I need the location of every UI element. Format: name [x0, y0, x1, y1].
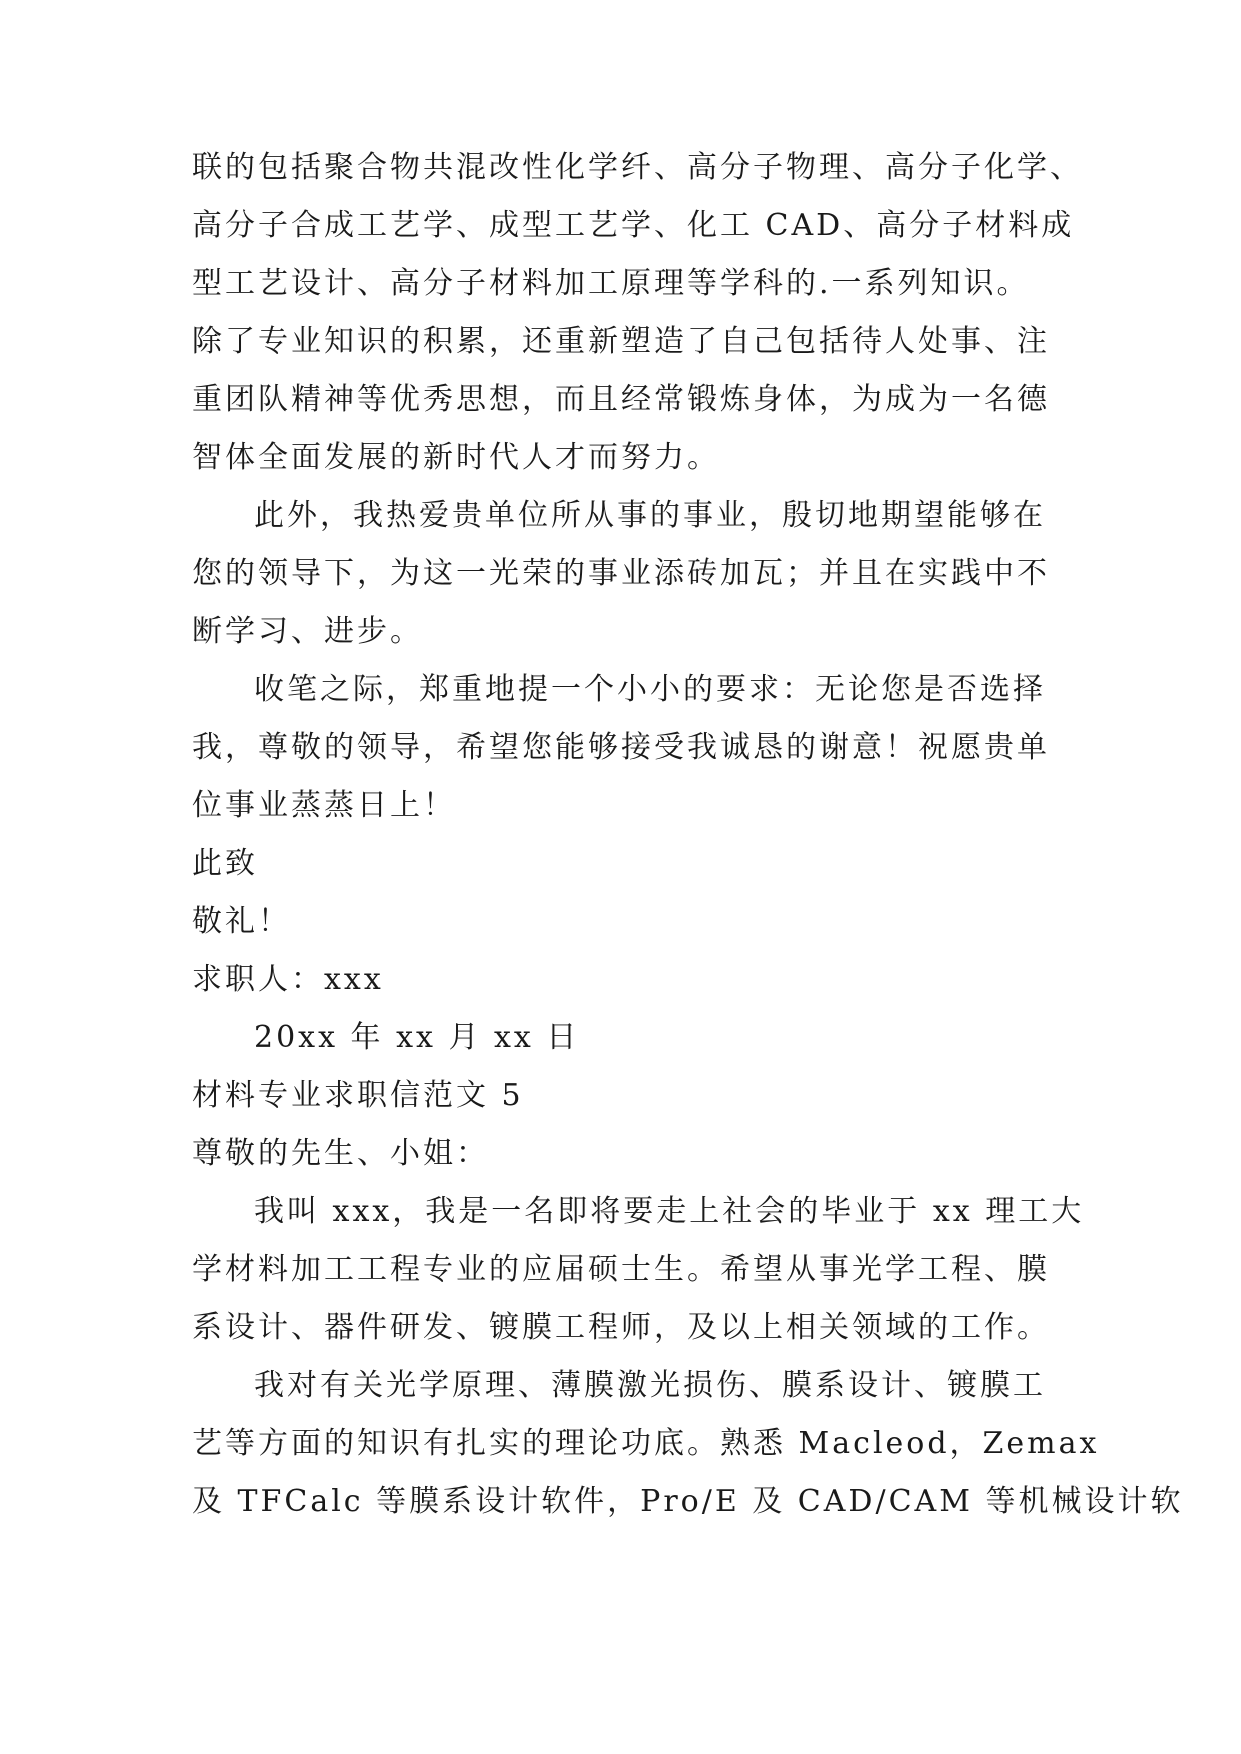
closing-salutation: 此致: [192, 846, 258, 881]
signature-line: 求职人：xxx: [192, 962, 384, 997]
text-line: 除了专业知识的积累，还重新塑造了自己包括待人处事、注: [192, 324, 1050, 359]
text-line: 艺等方面的知识有扎实的理论功底。熟悉 Macleod，Zemax: [192, 1426, 1100, 1461]
text-line: 断学习、进步。: [192, 614, 423, 649]
text-line: 位事业蒸蒸日上！: [192, 788, 456, 823]
paragraph-first-line: 收笔之际，郑重地提一个小小的要求：无论您是否选择: [254, 672, 1046, 707]
paragraph-first-line: 我叫 xxx，我是一名即将要走上社会的毕业于 xx 理工大: [254, 1194, 1085, 1229]
text-line: 您的领导下，为这一光荣的事业添砖加瓦；并且在实践中不: [192, 556, 1050, 591]
date-line: 20xx 年 xx 月 xx 日: [254, 1020, 580, 1055]
text-line: 我，尊敬的领导，希望您能够接受我诚恳的谢意！祝愿贵单: [192, 730, 1050, 765]
text-line: 学材料加工工程专业的应届硕士生。希望从事光学工程、膜: [192, 1252, 1050, 1287]
paragraph-first-line: 此外，我热爱贵单位所从事的事业，殷切地期望能够在: [254, 498, 1046, 533]
text-line: 联的包括聚合物共混改性化学纤、高分子物理、高分子化学、: [192, 150, 1083, 185]
text-line: 系设计、器件研发、镀膜工程师，及以上相关领域的工作。: [192, 1310, 1050, 1345]
section-title: 材料专业求职信范文 5: [192, 1078, 524, 1113]
text-line: 高分子合成工艺学、成型工艺学、化工 CAD、高分子材料成: [192, 208, 1075, 243]
text-line: 智体全面发展的新时代人才而努力。: [192, 440, 720, 475]
closing-regards: 敬礼！: [192, 904, 291, 939]
text-line: 及 TFCalc 等膜系设计软件，Pro/E 及 CAD/CAM 等机械设计软: [192, 1484, 1184, 1519]
text-line: 重团队精神等优秀思想，而且经常锻炼身体，为成为一名德: [192, 382, 1050, 417]
greeting-line: 尊敬的先生、小姐：: [192, 1136, 489, 1171]
paragraph-first-line: 我对有关光学原理、薄膜激光损伤、膜系设计、镀膜工: [254, 1368, 1046, 1403]
text-line: 型工艺设计、高分子材料加工原理等学科的.一系列知识。: [192, 266, 1030, 301]
